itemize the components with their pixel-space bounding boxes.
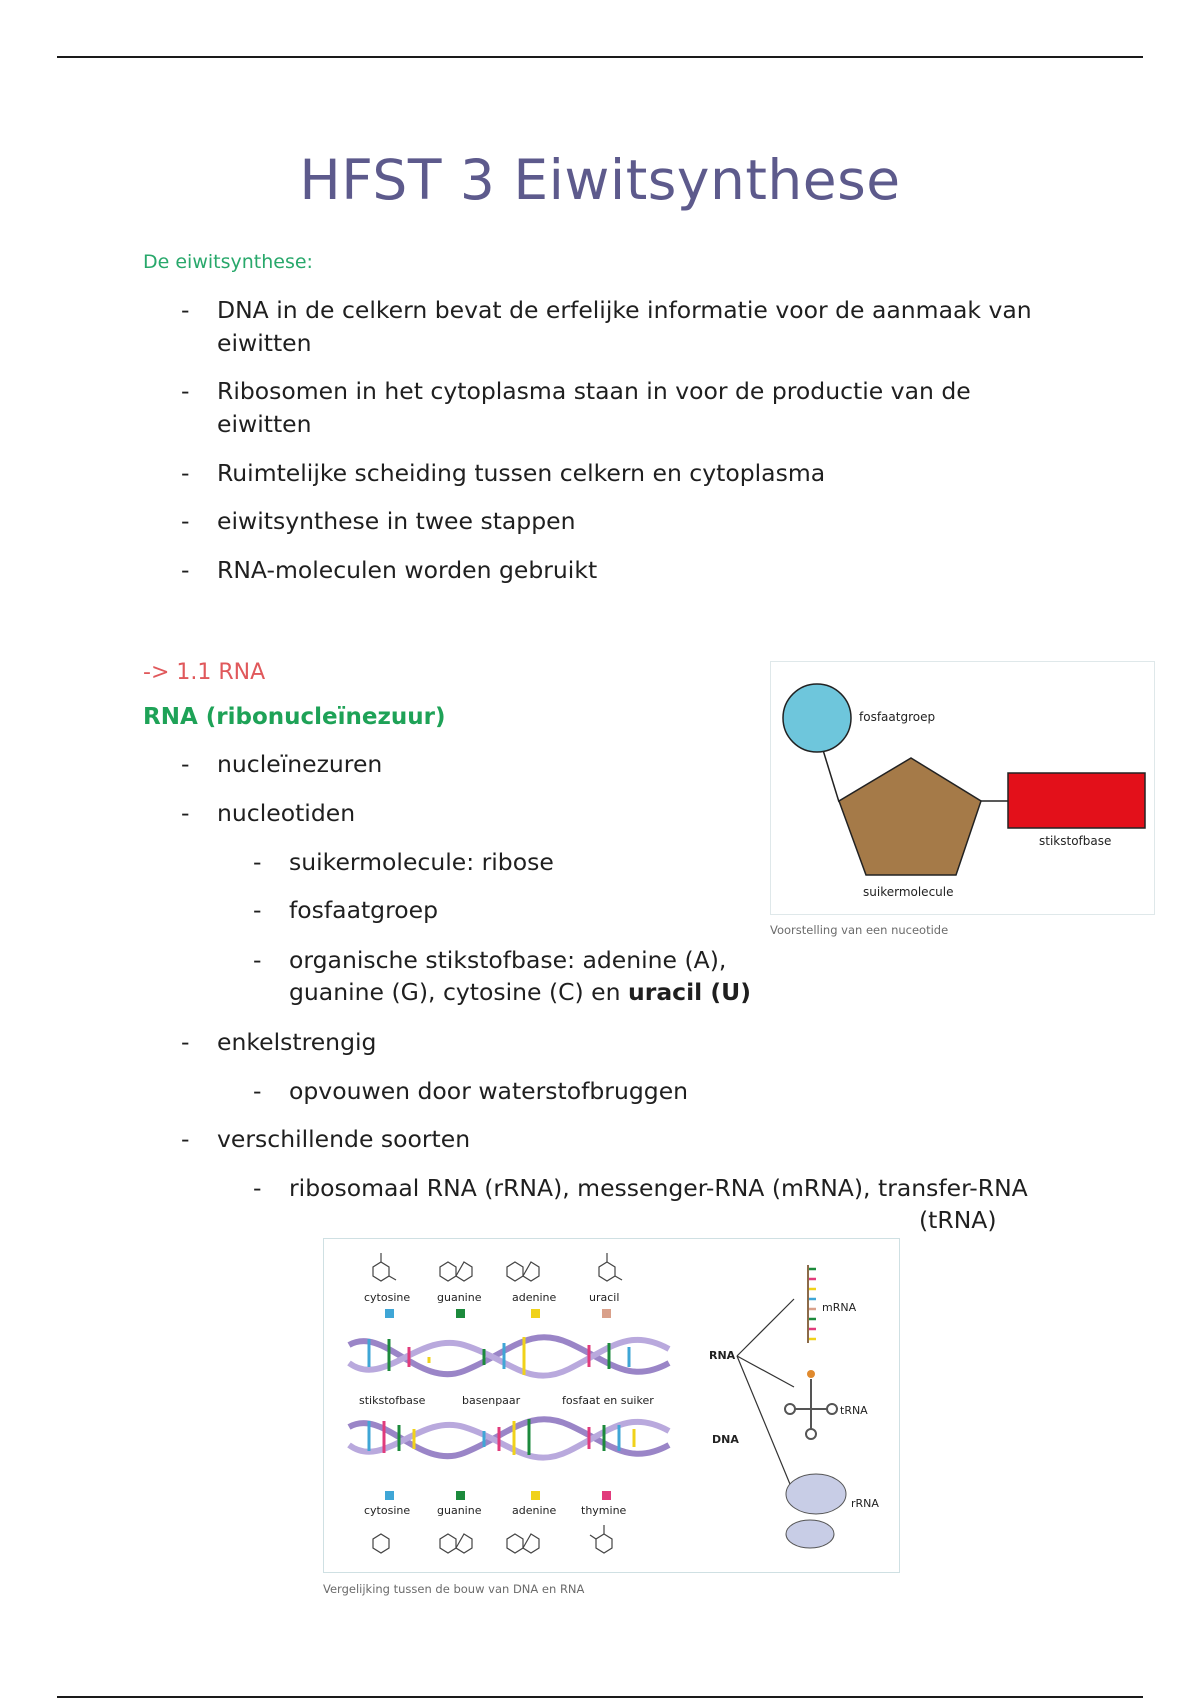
list-item: - RNA-moleculen worden gebruikt: [181, 556, 598, 584]
rrna-label: rRNA: [851, 1497, 879, 1510]
rna-base-label: adenine: [512, 1291, 557, 1304]
list-item: - enkelstrengig: [181, 1028, 377, 1056]
dna-base-label: thymine: [581, 1504, 627, 1517]
dna-base-label: cytosine: [364, 1504, 411, 1517]
stikstofbase-label: stikstofbase: [359, 1394, 426, 1407]
rna-base-label: uracil: [589, 1291, 620, 1304]
dna-base-label: adenine: [512, 1504, 557, 1517]
dna-base-label: guanine: [437, 1504, 482, 1517]
dna-label: DNA: [712, 1433, 739, 1446]
sub-list-item: - ribosomaal RNA (rRNA), messenger-RNA (mRNA), transfer-RNA: [253, 1174, 1028, 1202]
list-item: - eiwitsynthese in twee stappen: [181, 507, 576, 535]
sugar-shape: [839, 758, 981, 875]
list-item: - Ribosomen in het cytoplasma staan in voor de productie van de: [181, 377, 971, 405]
list-item: - DNA in de celkern bevat de erfelijke informatie voor de aanmaak van: [181, 296, 1032, 324]
figure2-caption: Vergelijking tussen de bouw van DNA en RNA: [323, 1582, 585, 1596]
rna-base-label: guanine: [437, 1291, 482, 1304]
list-item-cont: eiwitten: [217, 329, 312, 357]
mrna-label: mRNA: [822, 1301, 857, 1314]
sub-list-item: - suikermolecule: ribose: [253, 848, 554, 876]
dna-rna-diagram: [324, 1239, 899, 1572]
fosfaat-suiker-label: fosfaat en suiker: [562, 1394, 654, 1407]
sub-list-item: - organische stikstofbase: adenine (A),: [253, 946, 727, 974]
trna-label: tRNA: [840, 1404, 868, 1417]
dna-rna-figure: [323, 1238, 900, 1573]
list-item: - nucleïnezuren: [181, 750, 383, 778]
rna-base-label: cytosine: [364, 1291, 411, 1304]
bottom-rule: [57, 1696, 1143, 1698]
suiker-label: suikermolecule: [863, 885, 954, 899]
rna-label: RNA: [709, 1349, 736, 1362]
sub-list-item-cont: (tRNA): [919, 1206, 997, 1234]
sub-list-item-cont: guanine (G), cytosine (C) en uracil (U): [289, 978, 751, 1006]
list-item: - Ruimtelijke scheiding tussen celkern en cytoplasma: [181, 459, 826, 487]
list-item: - nucleotiden: [181, 799, 356, 827]
list-item: - verschillende soorten: [181, 1125, 471, 1153]
basenpaar-label: basenpaar: [462, 1394, 521, 1407]
section-heading: -> 1.1 RNA: [143, 660, 266, 685]
nucleotide-figure: [770, 661, 1155, 915]
page-title: HFST 3 Eiwitsynthese: [299, 148, 901, 212]
intro-heading: De eiwitsynthese:: [143, 251, 313, 273]
top-rule: [57, 56, 1143, 58]
base-shape: [1008, 773, 1145, 828]
sub-list-item: - fosfaatgroep: [253, 896, 438, 924]
phosphate-shape: [783, 684, 851, 752]
list-item-cont: eiwitten: [217, 410, 312, 438]
fosfaat-label: fosfaatgroep: [859, 710, 936, 724]
stikstof-label: stikstofbase: [1039, 834, 1112, 848]
sub-list-item: - opvouwen door waterstofbruggen: [253, 1077, 689, 1105]
uracil-bold: uracil (U): [628, 978, 751, 1006]
nucleotide-diagram: [771, 662, 1154, 914]
figure1-caption: Voorstelling van een nuceotide: [770, 923, 949, 937]
rna-heading: RNA (ribonucleïnezuur): [143, 704, 446, 730]
